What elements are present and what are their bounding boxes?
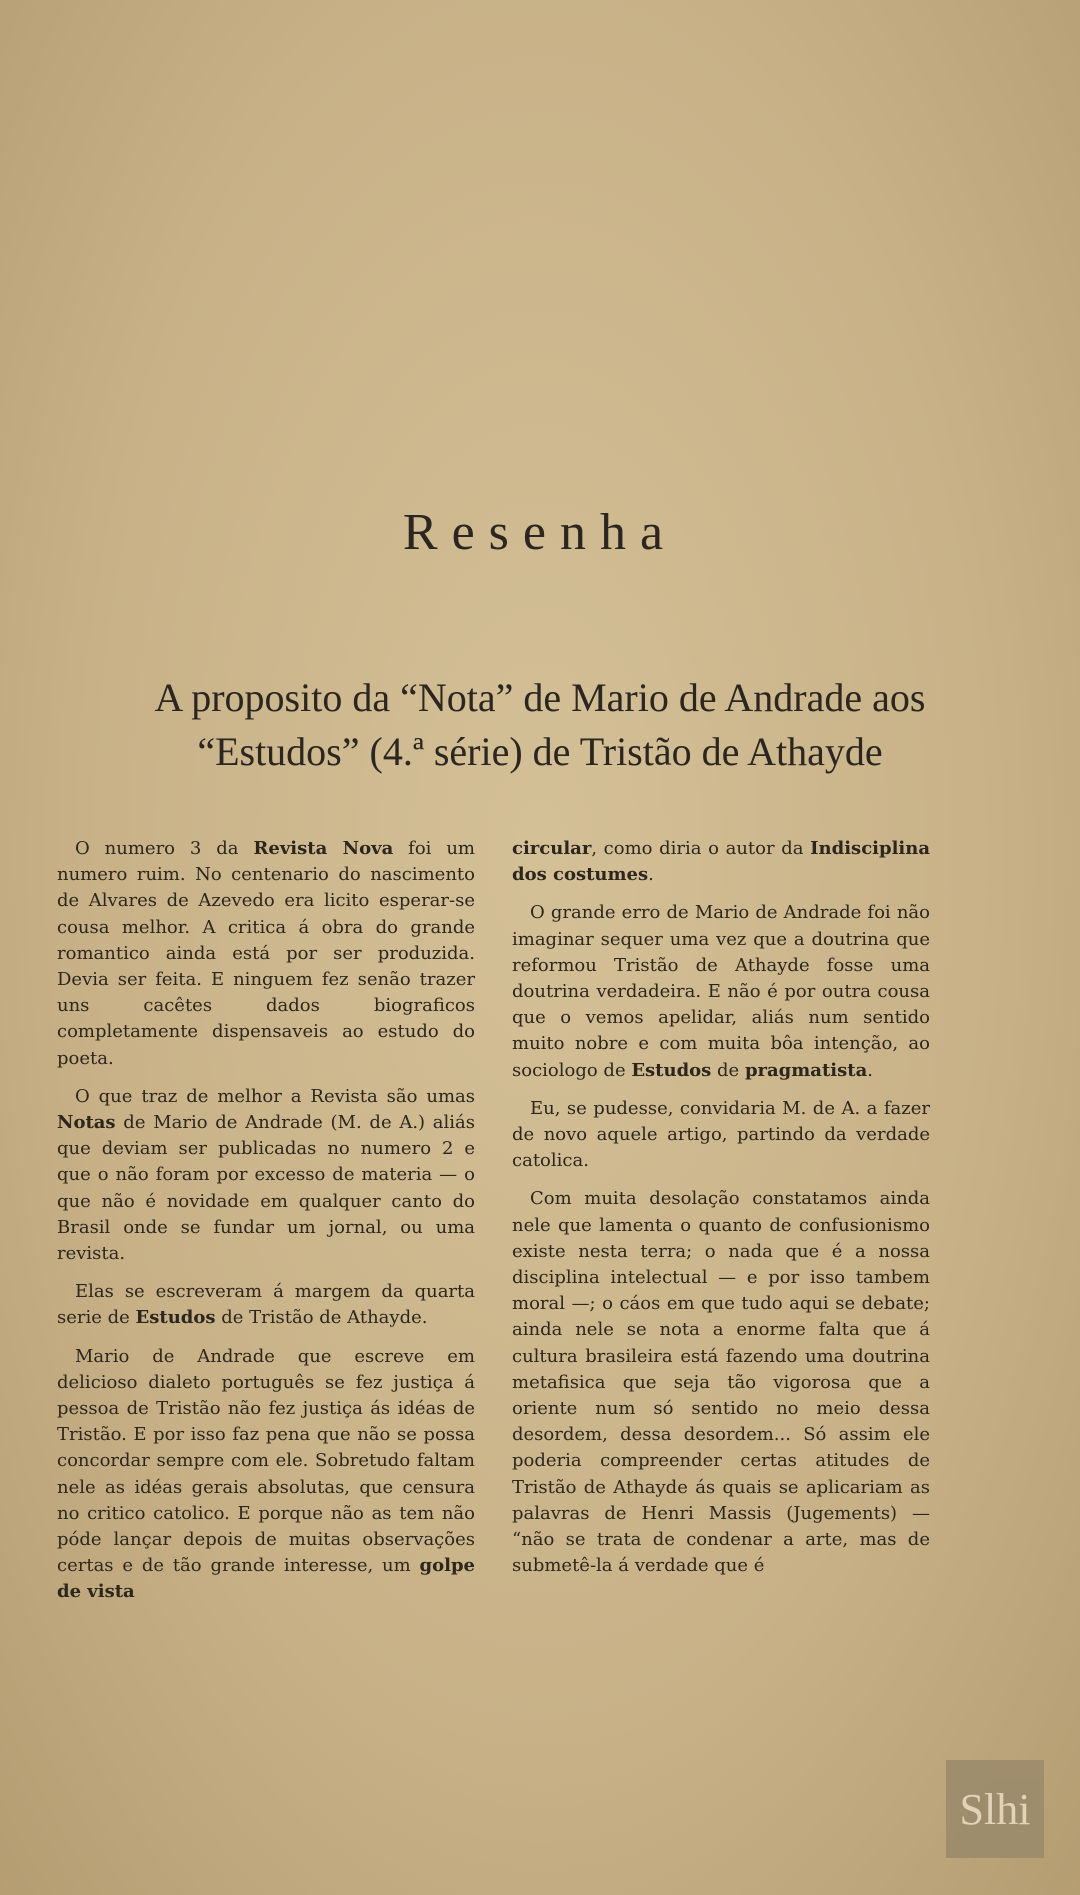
paragraph: O que traz de melhor a Revista são umas Notas de Mario de Andrade (M. de A.) aliás que deviam ser publicadas no numero 2 e que o não foram por excesso de materia — o que não é novidade em qualquer canto do Brasil onde se fundar um jornal, ou uma revista. — [57, 1085, 475, 1265]
library-logo: Slhi — [946, 1760, 1044, 1858]
article-title-line2: “Estudos” (4.ª série) de Tristão de Athayde — [197, 729, 883, 774]
paragraph: O numero 3 da Revista Nova foi um numero ruim. No centenario do nascimento de Alvares de Azevedo era licito esperar-se cousa melhor. A critica á obra do grande romantico ainda está por ser produzida. Devia ser feita. E ninguem fez senão trazer uns cacêtes dados biograficos completamente dispensaveis ao estudo do poeta. — [57, 838, 475, 1069]
left-column — [57, 836, 475, 1618]
article-title — [40, 671, 1040, 779]
paragraph: Eu, se pudesse, convidaria M. de A. a fazer de novo aquele artigo, partindo da verdade catolica. — [512, 1097, 930, 1172]
paragraph: O grande erro de Mario de Andrade foi não imaginar sequer uma vez que a doutrina que reformou Tristão de Athayde fosse uma doutrina verdadeira. E não é por outra cousa que o vemos apelidar, aliás num sentido muito nobre e com muita bôa intenção, ao sociologo de Estudos de pragmatista. — [512, 902, 930, 1081]
right-column — [512, 836, 930, 1591]
section-title: Resenha — [402, 504, 678, 561]
paragraph: circular, como diria o autor da Indisciplina dos costumes. — [512, 838, 930, 886]
article-title-line1: A proposito da “Nota” de Mario de Andrade aos — [154, 675, 926, 720]
paragraph: Com muita desolação constatamos ainda nele que lamenta o quanto de confusionismo existe nesta terra; o nada que é a nossa disciplina intelectual — e por isso tambem moral —; o cáos em que tudo aqui se debate; ainda nele se nota a enorme falta que á cultura brasileira está fazendo uma doutrina metafisica que seja tão vigorosa que a oriente num só sentido no meio dessa desordem, dessa desordem... Só assim ele poderia compreender certas atitudes de Tristão de Athayde ás quais se aplicariam as palavras de Henri Massis (Jugements) — “não se trata de condenar a arte, mas de submetê-la á verdade que é — [512, 1188, 930, 1577]
paragraph: Mario de Andrade que escreve em delicioso dialeto português se fez justiça á pessoa de Tristão não fez justiça ás idéas de Tristão. E por isso faz pena que não se possa concordar sempre com ele. Sobretudo faltam nele as idéas gerais absolutas, que censura no critico catolico. E porque não as tem não póde lançar depois de muitas observações certas e de tão grande interesse, um golpe de vista — [57, 1345, 475, 1603]
paragraph: Elas se escreveram á margem da quarta serie de Estudos de Tristão de Athayde. — [57, 1281, 475, 1329]
